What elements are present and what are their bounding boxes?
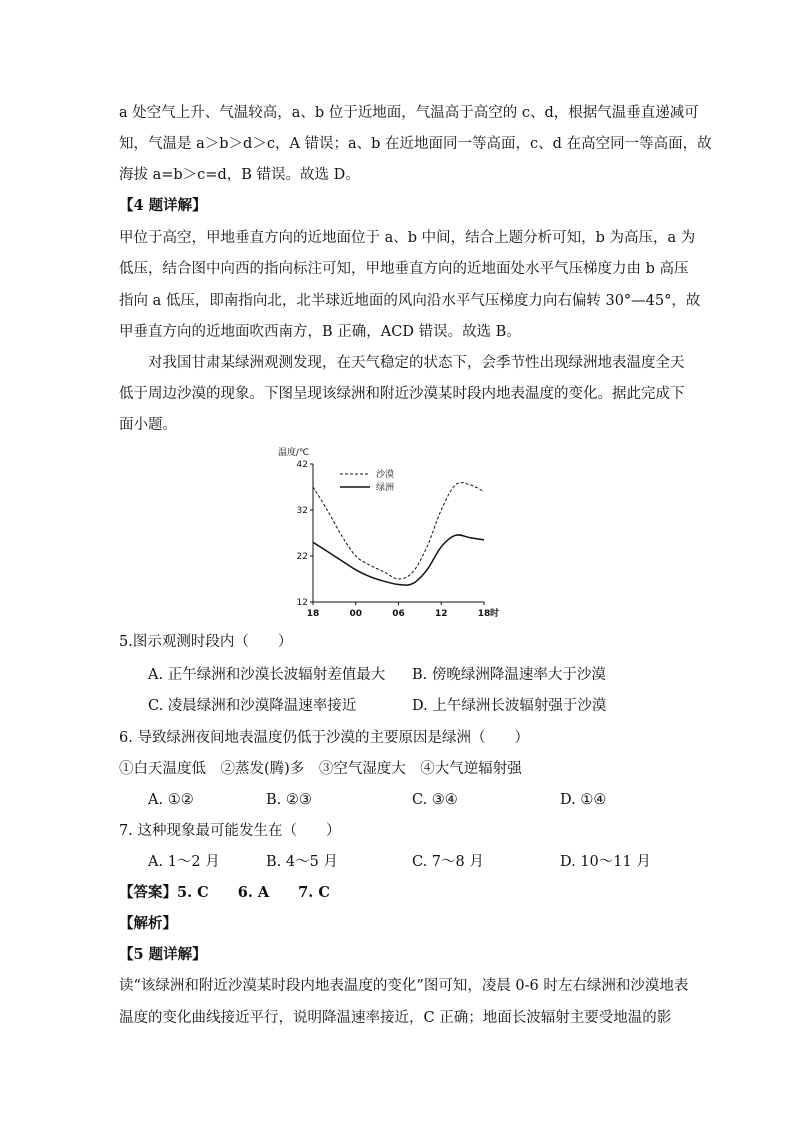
x-tick-label: 06 <box>392 609 405 619</box>
text-line: 甲位于高空，甲地垂直方向的近地面位于 a、b 中间，结合上题分析可知，b 为高压，a 为 <box>119 230 696 246</box>
q7-stem: 7. 这种现象最可能发生在（ ） <box>119 823 341 839</box>
q4-heading: 【4 题详解】 <box>119 197 207 214</box>
passage-line: 低于周边沙漠的现象。下图呈现该绿洲和附近沙漠某时段内地表温度的变化。据此完成下 <box>119 386 685 402</box>
q5-heading: 【5 题详解】 <box>119 946 207 963</box>
q5-option-b[interactable]: B. 傍晚绿洲降温速率大于沙漠 <box>412 667 606 683</box>
x-tick-label: 00 <box>349 609 363 619</box>
temperature-chart <box>278 438 500 624</box>
q7-option-a[interactable]: A. 1～2 月 <box>148 854 220 870</box>
q7-option-b[interactable]: B. 4～5 月 <box>266 854 338 870</box>
q6-stem: 6. 导致绿洲夜间地表温度仍低于沙漠的主要原因是绿洲（ ） <box>119 730 529 746</box>
text-line: 知，气温是 a＞b＞d＞c，A 错误；a、b 在近地面同一等高面，c、d 在高空同一等高面，故 <box>119 136 712 152</box>
y-tick-label: 12 <box>296 598 308 608</box>
y-tick-label: 32 <box>296 506 308 516</box>
text-line: a 处空气上升、气温较高，a、b 位于近地面，气温高于高空的 c、d，根据气温垂直递减可 <box>119 105 699 121</box>
q6-option-b[interactable]: B. ②③ <box>266 792 312 808</box>
series-line-desert <box>313 483 484 579</box>
q7-option-c[interactable]: C. 7～8 月 <box>412 854 484 870</box>
y-tick-label: 42 <box>296 460 308 470</box>
x-tick-label: 12 <box>434 609 448 619</box>
passage-line: 面小题。 <box>119 417 177 433</box>
q5-stem: 5.图示观测时段内（ ） <box>119 634 293 650</box>
series-line-oasis <box>313 535 484 585</box>
q5-option-d[interactable]: D. 上午绿洲长波辐射强于沙漠 <box>412 698 607 714</box>
q6-option-d[interactable]: D. ①④ <box>560 792 607 808</box>
legend-label: 沙漠 <box>376 470 395 480</box>
text-line: 指向 a 低压，即南指向北，北半球近地面的风向沿水平气压梯度力向右偏转 30°—45°，故 <box>119 293 701 309</box>
y-tick-label: 22 <box>296 552 308 562</box>
x-axis-unit: 时 <box>490 609 500 619</box>
q6-option-c[interactable]: C. ③④ <box>412 792 458 808</box>
q7-option-d[interactable]: D. 10～11 月 <box>560 854 651 870</box>
q6-items: ①白天温度低 ②蒸发(腾)多 ③空气湿度大 ④大气逆辐射强 <box>119 761 522 777</box>
text-line: 温度的变化曲线接近平行，说明降温速率接近，C 正确；地面长波辐射主要受地温的影 <box>119 1010 672 1026</box>
chart-svg <box>278 438 500 624</box>
text-line: 甲垂直方向的近地面吹西南方，B 正确，ACD 错误。故选 B。 <box>119 324 521 340</box>
q6-option-a[interactable]: A. ①② <box>148 792 194 808</box>
q5-option-c[interactable]: C. 凌晨绿洲和沙漠降温速率接近 <box>148 698 357 714</box>
analysis-heading: 【解析】 <box>119 915 177 932</box>
legend-label: 绿洲 <box>376 483 395 493</box>
passage-line: 对我国甘肃某绿洲观测发现，在天气稳定的状态下，会季节性出现绿洲地表温度全天 <box>148 355 685 371</box>
text-line: 海拔 a=b＞c=d，B 错误。故选 D。 <box>119 167 360 183</box>
x-tick-label: 18 <box>477 609 491 619</box>
y-axis-label: 温度/℃ <box>278 448 310 458</box>
x-tick-label: 18 <box>306 609 320 619</box>
answer-line: 【答案】5. C 6. A 7. C <box>119 884 330 901</box>
text-line: 低压，结合图中向西的指向标注可知，甲地垂直方向的近地面处水平气压梯度力由 b 高压 <box>119 261 689 277</box>
text-line: 读“该绿洲和附近沙漠某时段内地表温度的变化”图可知，凌晨 0-6 时左右绿洲和沙漠地表 <box>119 978 689 994</box>
q5-option-a[interactable]: A. 正午绿洲和沙漠长波辐射差值最大 <box>148 667 386 683</box>
